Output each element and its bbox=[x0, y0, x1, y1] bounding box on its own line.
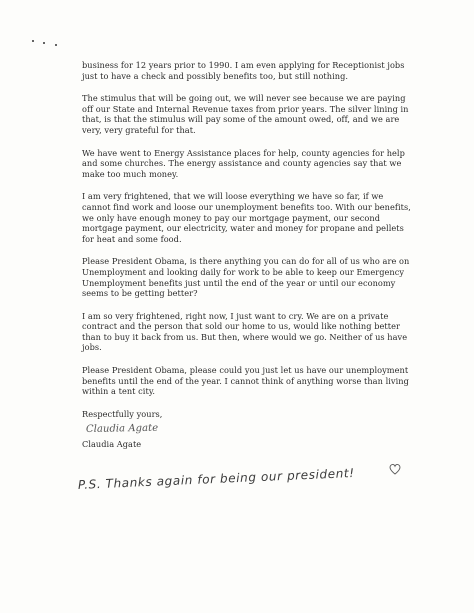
paragraph: I am so very frightened, right now, I just want to cry. We are on a private contract and the person that sold our home to us, would like nothing better than to buy it back from us. But then, where would we go. Neither of us have jobs. bbox=[82, 310, 408, 353]
paragraph: The stimulus that will be going out, we will never see because we are paying off our State and Internal Revenue taxes from prior years. The silver lining in that, is that the stimulus will pay some of the amount owed, off, and we are very, very grateful for that. bbox=[82, 93, 409, 135]
closing: Respectfully yours, bbox=[82, 408, 163, 419]
paragraph: business for 12 years prior to 1990. I am even applying for Receptionist jobs just to have a check and possibly benefits too, but still nothing. bbox=[82, 60, 405, 81]
scan-speck bbox=[32, 40, 34, 42]
typed-signature: Claudia Agate bbox=[82, 439, 142, 450]
paragraph: Please President Obama, please could you just let us have our unemployment benefits until the end of the year. I cannot think of anything worse than living within a tent city. bbox=[82, 365, 409, 397]
scan-speck bbox=[43, 42, 45, 44]
handwritten-signature: Claudia Agate bbox=[85, 423, 159, 436]
scan-speck bbox=[55, 44, 57, 46]
paragraph: Please President Obama, is there anything you can do for all of us who are on Unemployment and looking daily for work to be able to keep our Emergency Unemployment benefits just until the end of the year or until our economy seems to be getting better? bbox=[82, 256, 410, 299]
handwritten-postscript: P.S. Thanks again for being our president! bbox=[77, 465, 355, 492]
letter-body bbox=[82, 60, 412, 450]
paragraph: I am very frightened, that we will loose everything we have so far, if we cannot find work and loose our unemployment benefits too. With our benefits, we only have enough money to pay our mortgage payment, our second mortgage payment, our electricity, water and money for propane and pellets for heat and some food. bbox=[82, 191, 411, 244]
heart-doodle-icon bbox=[388, 462, 402, 476]
paragraph: We have went to Energy Assistance places for help, county agencies for help and some churches. The energy assistance and county agencies say that we make too much money. bbox=[82, 147, 405, 179]
